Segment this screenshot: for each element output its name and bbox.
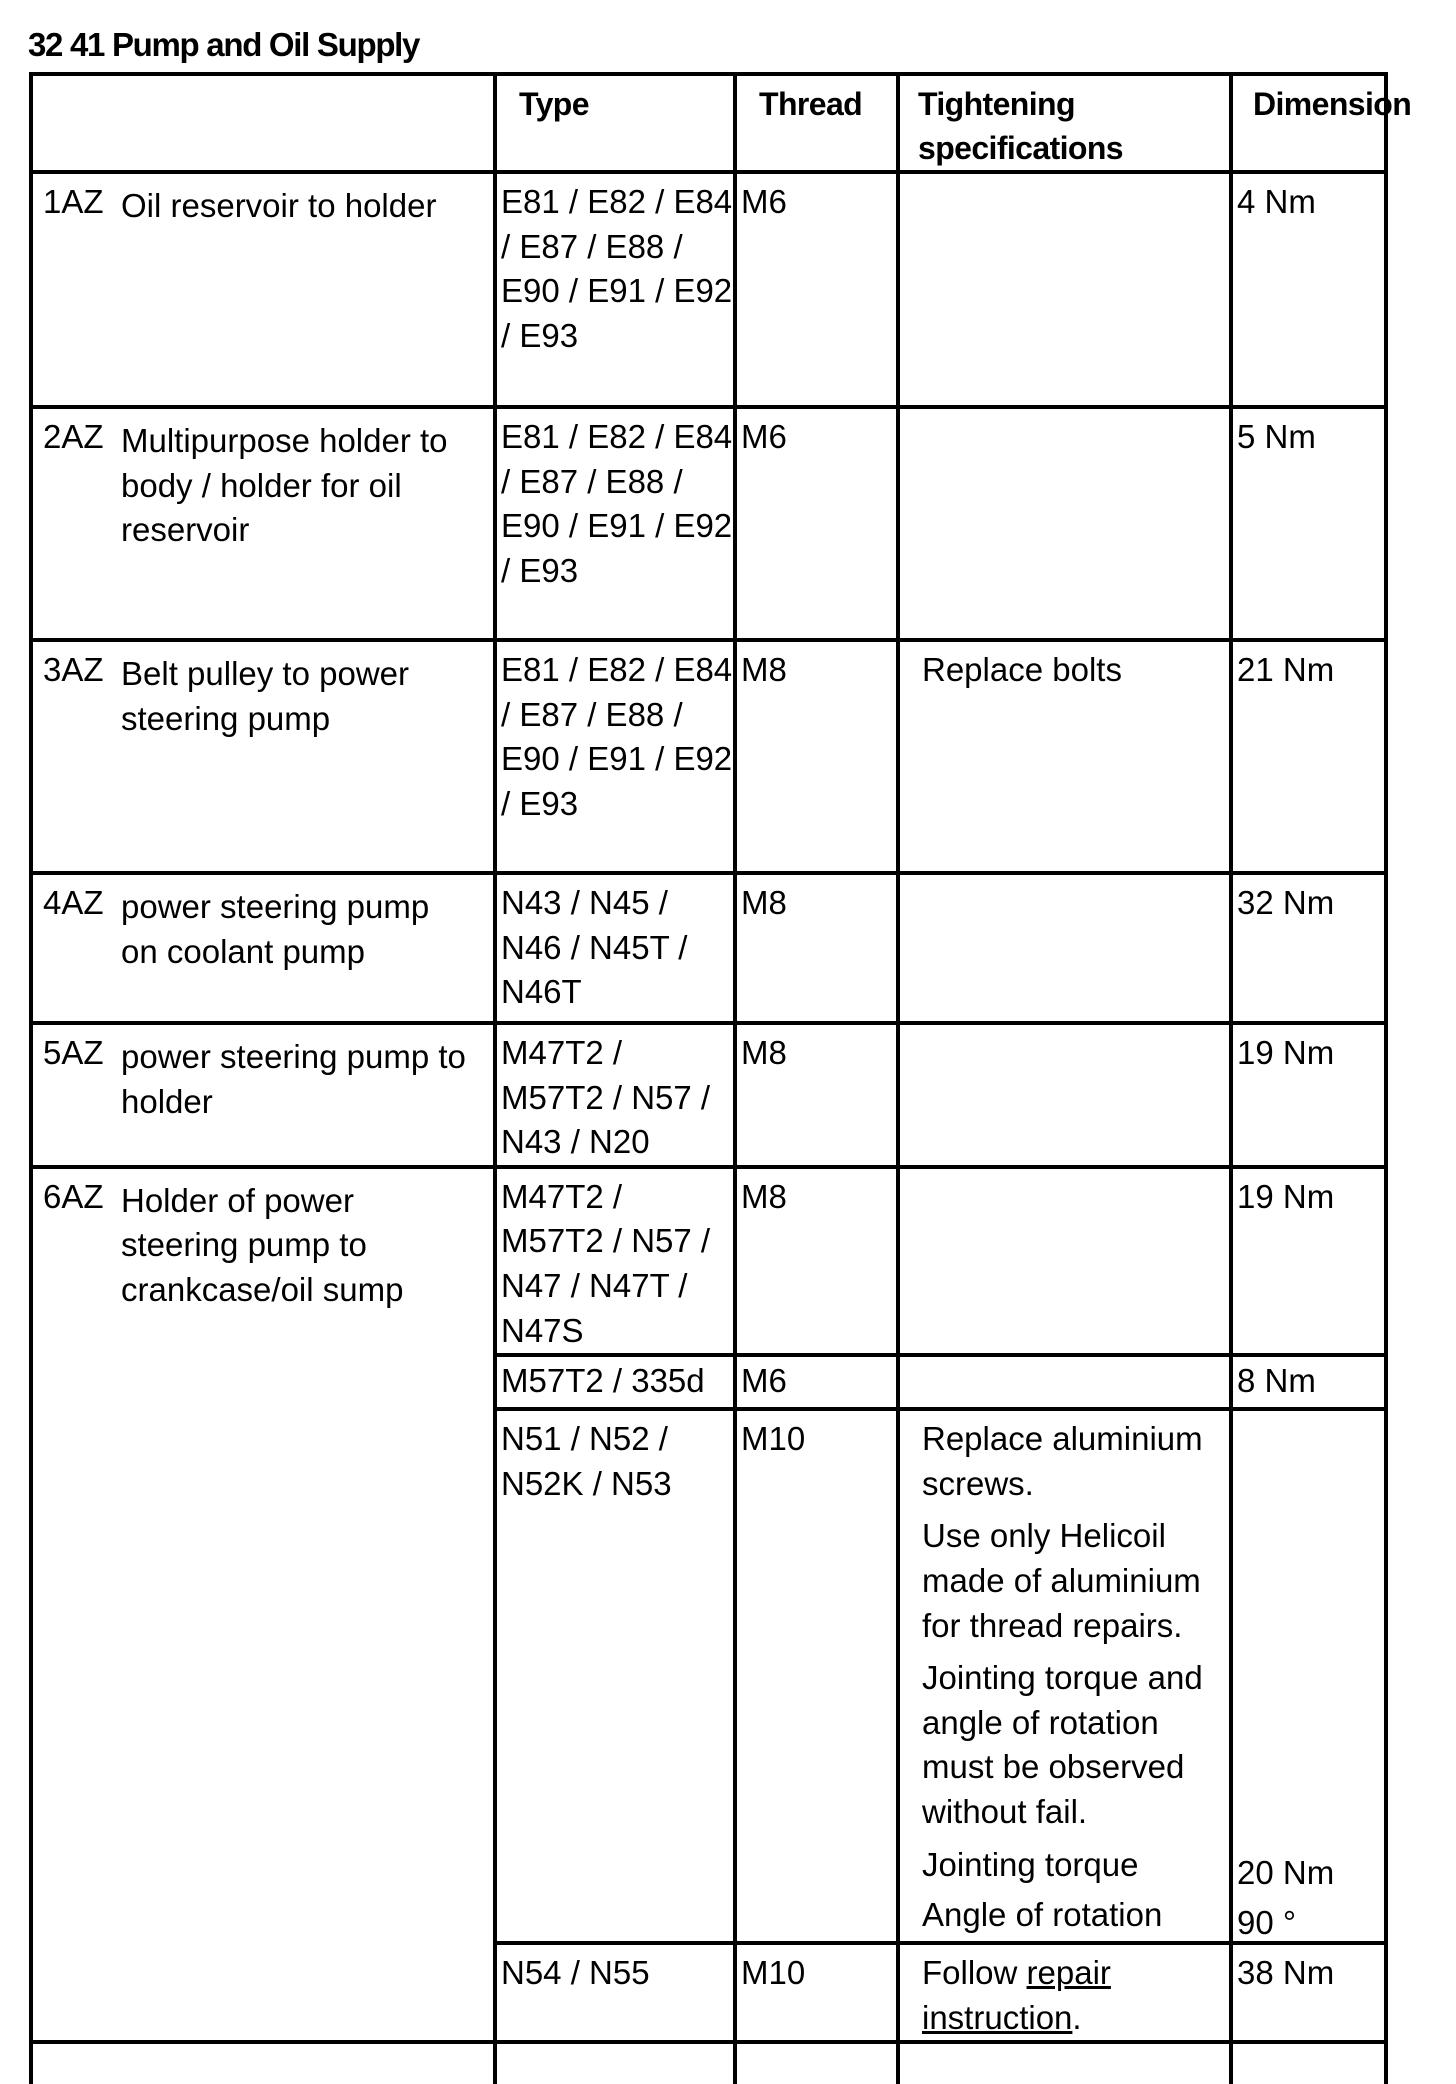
spec-angle-label: Angle of rotation <box>922 1896 1163 1934</box>
table-row <box>31 2042 1386 2084</box>
type-cell: M47T2 / M57T2 / N57 / N43 / N20 <box>495 1023 735 1167</box>
header-spec: Tightening specifications <box>898 74 1231 172</box>
item-description: Belt pulley to power steering pump <box>121 655 409 737</box>
spec-suffix: . <box>1072 1998 1082 2036</box>
item-description: power steering pump to holder <box>121 1038 466 1120</box>
dimension-cell <box>1231 2042 1386 2084</box>
thread-cell: M8 <box>735 1023 898 1167</box>
thread-cell: M10 <box>735 1409 898 1943</box>
dimension-torque: 20 Nm <box>1237 1854 1335 1892</box>
table-row <box>31 1023 1386 1167</box>
item-description: Oil reservoir to holder <box>121 187 437 224</box>
thread-cell: M6 <box>735 407 898 640</box>
type-cell: M57T2 / 335d <box>495 1355 735 1409</box>
thread-cell: M10 <box>735 1943 898 2042</box>
spec-cell <box>898 2042 1231 2084</box>
item-cell <box>31 1167 495 2043</box>
dimension-cell: 32 Nm <box>1231 873 1386 1023</box>
item-code: 6AZ <box>43 1177 104 1215</box>
table-row <box>31 640 1386 873</box>
header-item <box>31 74 495 172</box>
spec-prefix: Follow <box>922 1954 1027 1992</box>
item-cell <box>31 873 495 1023</box>
table-row <box>31 1167 1386 1355</box>
spec-cell <box>898 1167 1231 1355</box>
header-dimension: Dimension <box>1231 74 1386 172</box>
type-cell <box>495 2042 735 2084</box>
thread-cell: M6 <box>735 1355 898 1409</box>
table-row <box>31 407 1386 640</box>
item-code: 5AZ <box>43 1034 104 1071</box>
dimension-cell: 5 Nm <box>1231 407 1386 640</box>
spec-cell <box>898 407 1231 640</box>
item-code: 3AZ <box>43 651 104 688</box>
thread-cell: M8 <box>735 873 898 1023</box>
table-row <box>31 172 1386 407</box>
type-cell: E81 / E82 / E84 / E87 / E88 / E90 / E91 / E92 / E93 <box>495 407 735 640</box>
type-cell: N54 / N55 <box>495 1943 735 2042</box>
thread-cell: M6 <box>735 172 898 407</box>
spec-cell <box>898 1943 1231 2042</box>
torque-spec-table <box>29 72 1412 2084</box>
spec-note: Use only Helicoil made of aluminium for thread repairs. <box>922 1517 1201 1644</box>
spec-note: Jointing torque and angle of rotation must be observed without fail. <box>922 1659 1203 1830</box>
spec-cell <box>898 172 1231 407</box>
item-code: 1AZ <box>43 183 104 220</box>
thread-cell: M8 <box>735 1167 898 1355</box>
dimension-cell <box>1231 1409 1386 1943</box>
dimension-cell: 19 Nm <box>1231 1167 1386 1355</box>
repair-instruction-link[interactable]: repair instruction <box>922 1954 1111 2036</box>
header-type: Type <box>495 74 735 172</box>
spec-cell <box>898 1409 1231 1943</box>
spec-cell <box>898 873 1231 1023</box>
type-cell: N43 / N45 / N46 / N45T / N46T <box>495 873 735 1023</box>
dimension-angle: 90 ° <box>1237 1904 1297 1942</box>
item-description: Holder of power steering pump to crankcase/oil sump <box>121 1181 404 1308</box>
type-cell: M47T2 / M57T2 / N57 / N47 / N47T / N47S <box>495 1167 735 1355</box>
item-description: power steering pump on coolant pump <box>121 888 430 970</box>
spec-cell: Replace bolts <box>898 640 1231 873</box>
item-cell <box>31 640 495 873</box>
spec-note: Replace aluminium screws. <box>922 1420 1203 1502</box>
spec-torque-label: Jointing torque <box>922 1845 1139 1883</box>
item-cell <box>31 172 495 407</box>
dimension-cell: 4 Nm <box>1231 172 1386 407</box>
type-cell: N51 / N52 / N52K / N53 <box>495 1409 735 1943</box>
item-cell <box>31 2042 495 2084</box>
spec-cell <box>898 1023 1231 1167</box>
item-code: 4AZ <box>43 884 104 921</box>
item-cell <box>31 1023 495 1167</box>
table-row <box>31 873 1386 1023</box>
header-thread: Thread <box>735 74 898 172</box>
item-cell <box>31 407 495 640</box>
item-code: 2AZ <box>43 418 104 455</box>
dimension-cell: 19 Nm <box>1231 1023 1386 1167</box>
thread-cell <box>735 2042 898 2084</box>
dimension-cell: 21 Nm <box>1231 640 1386 873</box>
item-description: Multipurpose holder to body / holder for oil reservoir <box>121 422 448 549</box>
type-cell: E81 / E82 / E84 / E87 / E88 / E90 / E91 / E92 / E93 <box>495 172 735 407</box>
page-title: 32 41 Pump and Oil Supply <box>28 26 420 63</box>
spec-cell <box>898 1355 1231 1409</box>
dimension-cell: 8 Nm <box>1231 1355 1386 1409</box>
table-header-row <box>31 74 1386 172</box>
dimension-cell: 38 Nm <box>1231 1943 1386 2042</box>
thread-cell: M8 <box>735 640 898 873</box>
type-cell: E81 / E82 / E84 / E87 / E88 / E90 / E91 / E92 / E93 <box>495 640 735 873</box>
